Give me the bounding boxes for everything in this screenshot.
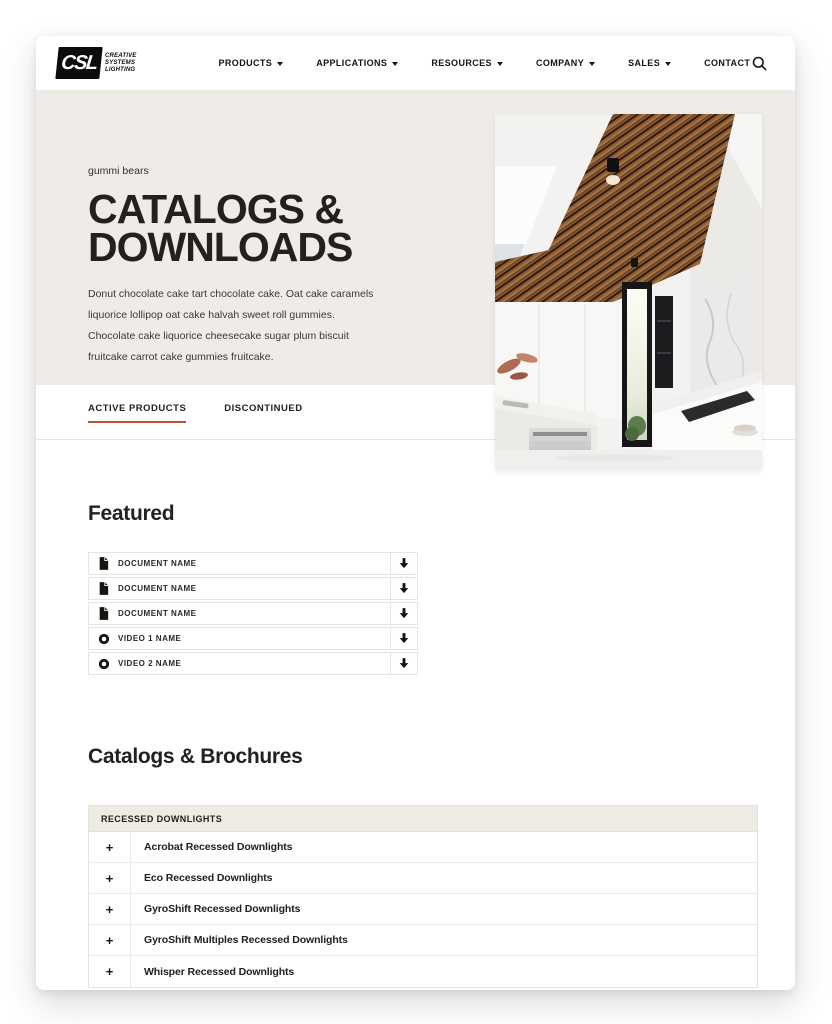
main-nav [219, 58, 751, 68]
plus-icon[interactable]: + [89, 832, 131, 862]
document-icon [98, 607, 109, 620]
hero-kitchen-photo [495, 114, 762, 470]
nav-item-label: APPLICATIONS [316, 58, 388, 68]
video-name-label: VIDEO 1 NAME [118, 634, 182, 643]
tab-active-products[interactable]: ACTIVE PRODUCTS [88, 403, 186, 423]
download-button[interactable] [390, 553, 417, 574]
chevron-down-icon [589, 62, 595, 66]
logo-tagline [105, 53, 137, 74]
featured-document-row[interactable] [88, 577, 418, 600]
featured-document-row[interactable] [88, 602, 418, 625]
plus-icon[interactable]: + [89, 863, 131, 893]
chevron-down-icon [277, 62, 283, 66]
featured-heading: Featured [88, 502, 175, 525]
plus-icon[interactable]: + [89, 956, 131, 987]
accordion-item-label: Eco Recessed Downlights [144, 872, 273, 884]
document-icon [98, 582, 109, 595]
document-name-label: DOCUMENT NAME [118, 609, 197, 618]
nav-item-company[interactable] [536, 58, 595, 68]
accordion-item-label: GyroShift Multiples Recessed Downlights [144, 934, 348, 946]
featured-video-row[interactable] [88, 627, 418, 650]
accordion-item-label: Acrobat Recessed Downlights [144, 841, 293, 853]
nav-item-applications[interactable] [316, 58, 398, 68]
search-icon [752, 56, 767, 71]
download-arrow-icon [399, 583, 409, 594]
featured-downloads-list [88, 552, 418, 675]
nav-item-label: RESOURCES [431, 58, 492, 68]
chevron-down-icon [392, 62, 398, 66]
video-icon [98, 633, 110, 645]
site-header [36, 36, 795, 90]
accordion-item-whisper[interactable] [89, 956, 757, 987]
chevron-down-icon [497, 62, 503, 66]
icon-cell [89, 628, 118, 649]
icon-cell [89, 578, 118, 599]
tab-discontinued[interactable]: DISCONTINUED [224, 403, 303, 414]
document-name-label: DOCUMENT NAME [118, 584, 197, 593]
plus-icon[interactable]: + [89, 894, 131, 924]
nav-item-label: COMPANY [535, 58, 585, 68]
logo-tagline-line: LIGHTING [105, 66, 136, 73]
download-button[interactable] [390, 603, 417, 624]
page-title-line1: CATALOGS & [88, 186, 343, 232]
hero-description: Donut chocolate cake tart chocolate cake. Oat cake caramels liquorice lollipop oat cake halvah sweet roll gummies. Chocolate cake liquorice cheesecake sugar plum biscuit fruitcake carrot cake gummies fruitcake. [88, 288, 374, 363]
download-arrow-icon [399, 658, 409, 669]
logo-tagline-line: SYSTEMS [105, 59, 136, 66]
nav-item-resources[interactable] [431, 58, 503, 68]
featured-video-row[interactable] [88, 652, 418, 675]
logo-csl-mark: CSL [55, 47, 102, 79]
kitchen-photo-illustration [495, 114, 762, 470]
nav-item-contact[interactable] [704, 58, 750, 68]
chevron-down-icon [665, 62, 671, 66]
icon-cell [89, 553, 118, 574]
search-button[interactable] [752, 56, 767, 71]
accordion-item-gyroshift-multiples[interactable] [89, 925, 757, 956]
plus-icon[interactable]: + [89, 925, 131, 955]
accordion-item-label: GyroShift Recessed Downlights [144, 903, 301, 915]
video-name-label: VIDEO 2 NAME [118, 659, 182, 668]
nav-item-products[interactable] [219, 58, 284, 68]
logo-tagline-line: CREATIVE [105, 52, 137, 59]
icon-cell [89, 603, 118, 624]
page-card [36, 36, 795, 990]
icon-cell [89, 653, 118, 674]
download-arrow-icon [399, 558, 409, 569]
download-button[interactable] [390, 653, 417, 674]
catalogs-brochures-heading: Catalogs & Brochures [88, 745, 303, 768]
download-button[interactable] [390, 628, 417, 649]
hero-eyebrow: gummi bears [88, 165, 149, 177]
catalogs-accordion [88, 805, 758, 988]
video-icon [98, 658, 110, 670]
page-title-line2: DOWNLOADS [88, 224, 353, 270]
accordion-item-eco[interactable] [89, 863, 757, 894]
document-icon [98, 557, 109, 570]
accordion-section-header: RECESSED DOWNLIGHTS [89, 806, 757, 832]
nav-item-sales[interactable] [628, 58, 671, 68]
main-content [36, 440, 795, 990]
download-arrow-icon [399, 608, 409, 619]
download-button[interactable] [390, 578, 417, 599]
nav-item-label: SALES [628, 58, 661, 68]
nav-item-label: CONTACT [704, 58, 751, 68]
document-name-label: DOCUMENT NAME [118, 559, 197, 568]
accordion-item-acrobat[interactable] [89, 832, 757, 863]
accordion-item-gyroshift[interactable] [89, 894, 757, 925]
download-arrow-icon [399, 633, 409, 644]
brand-logo[interactable] [57, 47, 137, 79]
accordion-item-label: Whisper Recessed Downlights [144, 965, 295, 978]
nav-item-label: PRODUCTS [218, 58, 273, 68]
featured-document-row[interactable] [88, 552, 418, 575]
